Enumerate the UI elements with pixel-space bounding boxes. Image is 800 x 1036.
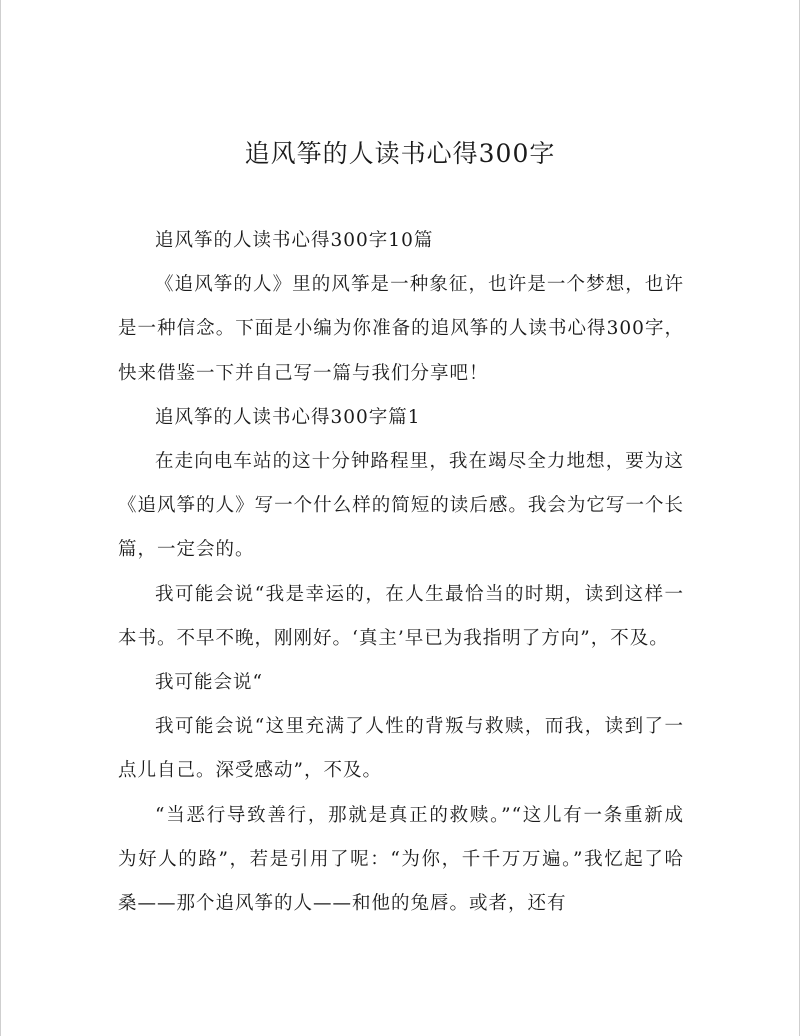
paragraph-intro: 《追风筝的人》里的风筝是一种象征，也许是一个梦想，也许是一种信念。下面是小编为你准备的追风筝的人读书心得300字，快来借鉴一下并自己写一篇与我们分享吧！	[118, 274, 684, 384]
document-title: 追风筝的人读书心得300字	[244, 139, 556, 168]
paragraph: 我可能会说“	[155, 672, 263, 694]
paragraph: 我可能会说“我是幸运的，在人生最恰当的时期，读到这样一本书。不早不晚，刚刚好。‘真主’早已为我指明了方向”，不及。	[118, 583, 684, 649]
paragraph: 在走向电车站的这十分钟路程里，我在竭尽全力地想，要为这《追风筝的人》写一个什么样的简短的读后感。我会为它写一个长篇，一定会的。	[118, 451, 684, 561]
document-body	[118, 219, 684, 926]
paragraph-section-heading: 追风筝的人读书心得300字篇1	[155, 406, 421, 428]
paragraph: “当恶行导致善行，那就是真正的救赎。”“这儿有一条重新成为好人的路”，若是引用了呢：“为你，千千万万遍。”我忆起了哈桑——那个追风筝的人——和他的兔唇。或者，还有	[118, 804, 684, 915]
paragraph-subtitle: 追风筝的人读书心得300字10篇	[155, 230, 434, 251]
paragraph: 我可能会说“这里充满了人性的背叛与救赎，而我，读到了一点儿自己。深受感动”，不及。	[118, 716, 684, 782]
